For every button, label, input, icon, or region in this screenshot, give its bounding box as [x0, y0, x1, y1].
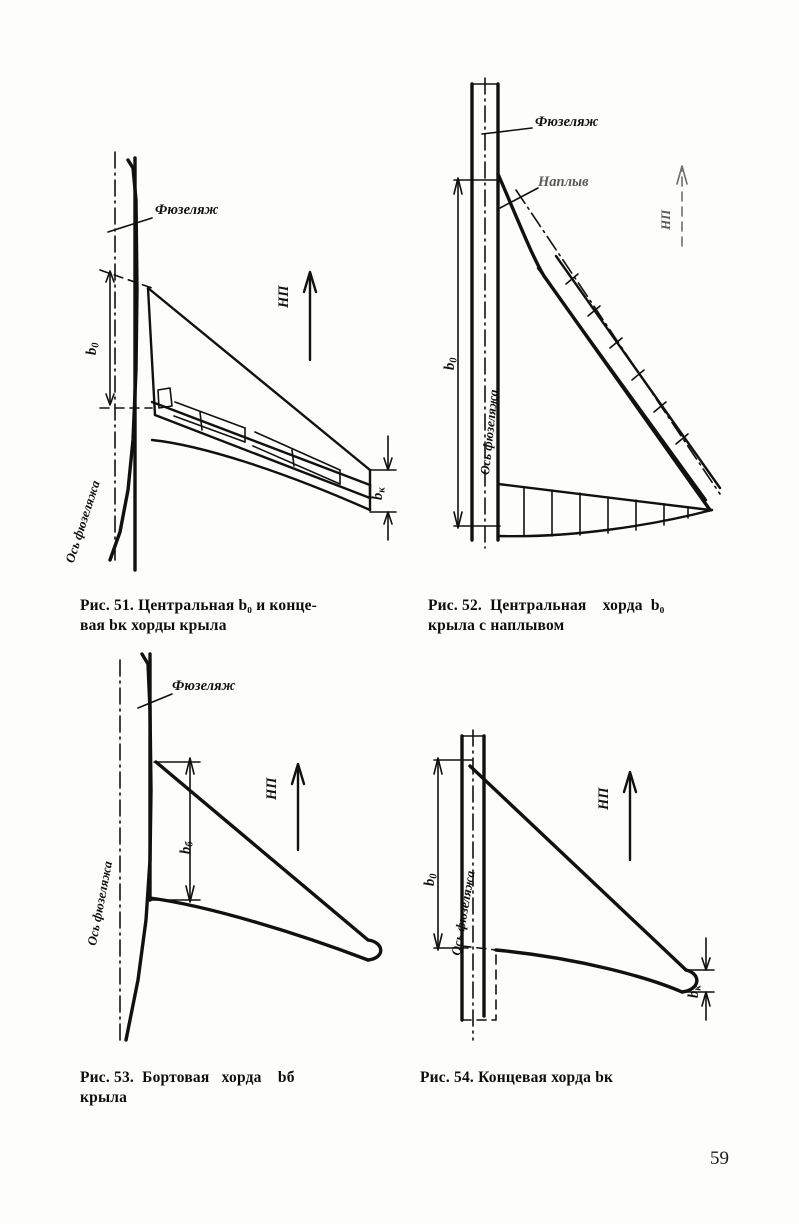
figure-53-svg: [50, 640, 420, 1060]
label-side-chord-53: $b_б$: [178, 841, 196, 854]
label-fuselage-52: Фюзеляж: [535, 114, 599, 130]
label-fuselage-axis-52: Ось фюзеляжа: [477, 388, 501, 476]
figure-52-caption: [428, 596, 758, 636]
label-fuselage-51: Фюзеляж: [155, 202, 219, 218]
caption-line: вая bк хорды крыла: [80, 616, 227, 634]
caption-line: Рис. 51. Центральная b₀ и конце-: [80, 597, 318, 614]
figure-51-caption: [80, 596, 398, 636]
figure-51-drawing: [40, 140, 420, 580]
label-tip-chord-51: $b_к$: [370, 487, 388, 500]
label-strake-52: Наплыв: [538, 174, 589, 190]
label-fuselage-53: Фюзеляж: [172, 678, 236, 694]
figure-54-drawing: [400, 720, 760, 1060]
label-fuselage-axis-53: Ось фюзеляжа: [84, 859, 116, 947]
figure-52-drawing: [420, 70, 780, 570]
figure-53-drawing: [50, 640, 420, 1060]
figure-52-svg: [420, 70, 780, 570]
page-number: 59: [710, 1148, 729, 1169]
label-root-chord-51: $b_0$: [84, 342, 102, 355]
caption-line: Рис. 52. Центральная хорда b₀: [428, 597, 665, 614]
figure-53-caption: [80, 1068, 398, 1108]
label-flight-direction-51: НП: [276, 285, 292, 308]
caption-line: Рис. 53. Бортовая хорда bб: [80, 1069, 295, 1086]
label-root-chord-52: $b_0$: [442, 357, 460, 370]
label-flight-direction-52: НП: [658, 209, 673, 230]
caption-line: крыла с наплывом: [428, 616, 565, 634]
label-flight-direction-53: НП: [264, 777, 280, 800]
label-tip-chord-54: $b_к$: [686, 985, 704, 998]
label-flight-direction-54: НП: [596, 787, 612, 810]
label-fuselage-axis-51: Ось фюзеляжа: [62, 478, 103, 565]
caption-line: крыла: [80, 1088, 128, 1106]
figure-51-svg: [40, 140, 420, 580]
caption-line: Рис. 54. Концевая хорда bк: [420, 1069, 614, 1086]
figure-54-svg: [400, 720, 760, 1060]
label-root-chord-54: $b_0$: [422, 873, 440, 886]
figure-54-caption: [420, 1068, 760, 1088]
label-fuselage-axis-54: Ось фюзеляжа: [448, 869, 478, 957]
